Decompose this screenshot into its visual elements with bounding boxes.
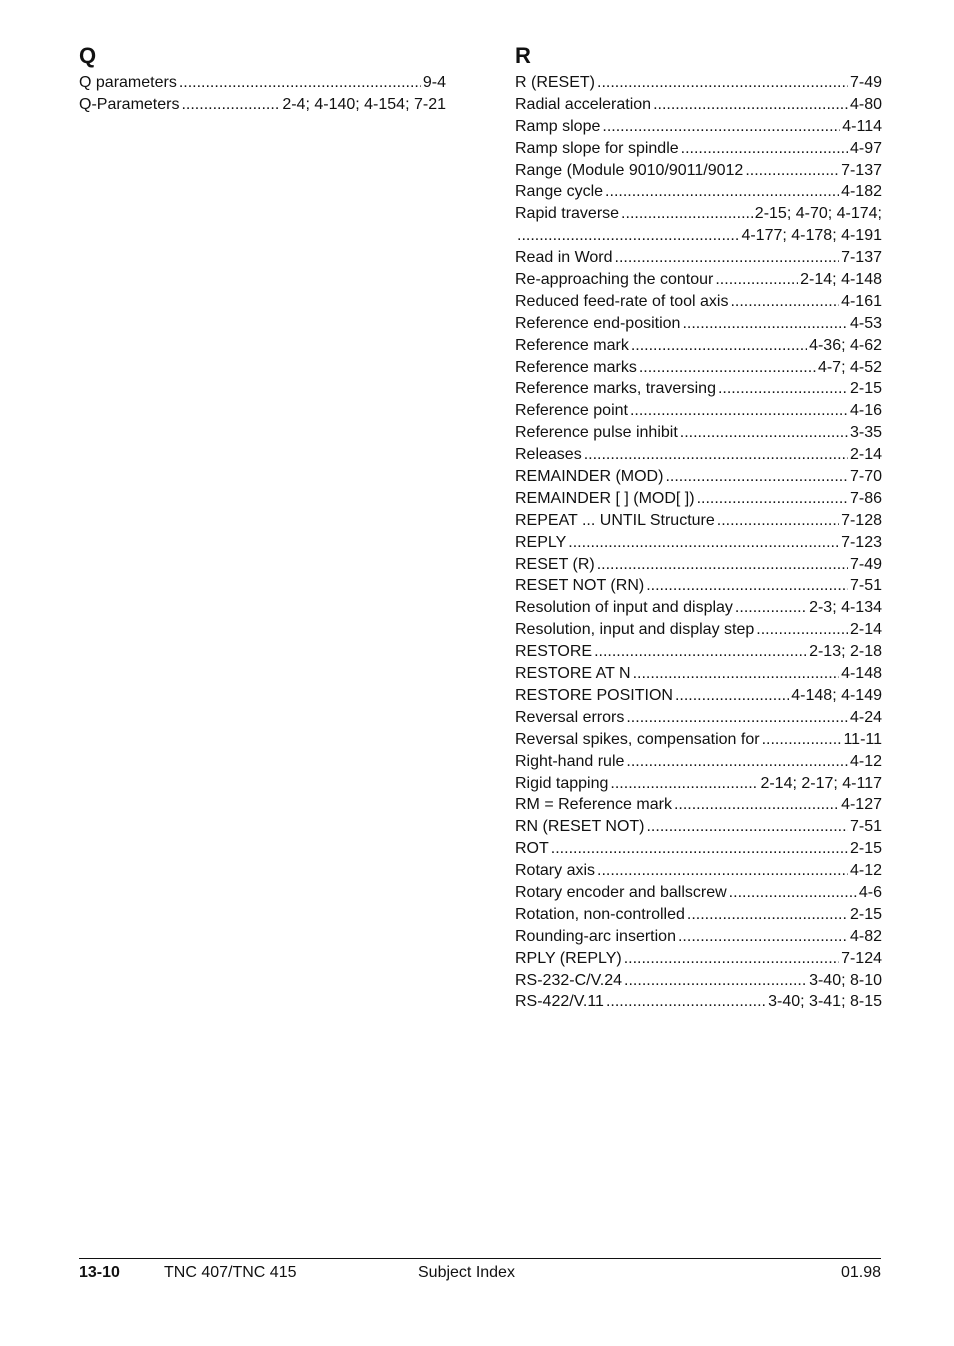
index-pages: 2-14: [849, 621, 882, 639]
footer-page-number: 13-10: [79, 1264, 120, 1281]
index-term: Rotation, non-controlled: [515, 905, 685, 923]
dot-leader: [584, 444, 848, 466]
index-entry: [515, 860, 882, 882]
index-pages: 4-127: [841, 796, 882, 814]
index-term: Rotary encoder and ballscrew: [515, 883, 727, 901]
index-term: Radial acceleration: [515, 95, 652, 113]
index-entry: [515, 751, 882, 773]
index-entry: [515, 554, 882, 576]
dot-leader: [517, 225, 739, 247]
index-term: Ramp slope: [515, 117, 601, 135]
index-pages: 4-36; 4-62: [809, 336, 882, 354]
dot-leader: [680, 422, 848, 444]
index-pages: 2-14; 4-148: [800, 271, 882, 289]
index-pages: 2-13; 2-18: [809, 643, 882, 661]
index-pages: 7-70: [849, 468, 882, 486]
dot-leader: [597, 554, 848, 576]
index-entry: [515, 313, 882, 335]
index-entry: [79, 72, 446, 94]
dot-leader: [181, 94, 280, 116]
index-pages: 4-6: [858, 883, 882, 901]
index-pages: 7-51: [849, 577, 882, 595]
index-entry: [515, 269, 882, 291]
index-entry: [515, 597, 882, 619]
index-pages: 2-14: [849, 446, 882, 464]
index-entry: [515, 116, 882, 138]
index-pages: 7-137: [841, 249, 882, 267]
index-term: RS-422/V.11: [515, 993, 604, 1011]
index-pages: 7-128: [841, 511, 882, 529]
index-entry: [515, 422, 882, 444]
index-pages: 7-51: [849, 818, 882, 836]
index-entry: [515, 926, 882, 948]
dot-leader: [624, 970, 807, 992]
index-pages: 4-53: [849, 314, 882, 332]
dot-leader: [697, 488, 848, 510]
index-entry: [79, 94, 446, 116]
page-footer: [79, 1258, 881, 1289]
index-term: Releases: [515, 446, 582, 464]
index-entry: [515, 160, 882, 182]
index-column-q: [79, 44, 446, 116]
index-pages: 2-15: [849, 380, 882, 398]
index-pages: 2-4; 4-140; 4-154; 7-21: [282, 95, 446, 113]
index-term: Reference mark: [515, 336, 629, 354]
index-term: Range (Module 9010/9011/9012: [515, 161, 744, 179]
dot-leader: [594, 641, 807, 663]
index-term: Resolution of input and display: [515, 599, 733, 617]
index-term: Rotary axis: [515, 862, 596, 880]
index-pages: 3-40; 3-41; 8-15: [768, 993, 882, 1011]
index-term: Reference point: [515, 402, 628, 420]
index-term: RESET (R): [515, 555, 595, 573]
dot-leader: [602, 116, 840, 138]
index-entry: [515, 181, 882, 203]
index-pages: 4-16: [849, 402, 882, 420]
dot-leader: [646, 816, 847, 838]
index-entry: [515, 510, 882, 532]
index-entry: [515, 838, 882, 860]
index-entry: [515, 707, 882, 729]
index-entry: [515, 970, 882, 992]
index-term: ROT: [515, 840, 549, 858]
dot-leader: [551, 838, 848, 860]
dot-leader: [718, 378, 848, 400]
dot-leader: [639, 357, 816, 379]
index-pages: 4-114: [842, 117, 882, 135]
dot-leader: [626, 707, 848, 729]
index-entry: [515, 72, 882, 94]
index-entries-q: [79, 72, 446, 116]
index-pages: 4-24: [849, 708, 882, 726]
index-term: Reduced feed-rate of tool axis: [515, 292, 729, 310]
index-entry: [515, 532, 882, 554]
section-letter-r: R: [515, 43, 531, 68]
index-pages: 4-82: [849, 927, 882, 945]
dot-leader: [621, 203, 753, 225]
dot-leader: [675, 685, 789, 707]
index-pages: 3-40; 8-10: [809, 971, 882, 989]
index-term: RM = Reference mark: [515, 796, 672, 814]
index-term: Reference end-position: [515, 314, 681, 332]
index-pages: 7-137: [841, 161, 882, 179]
index-pages: 2-15; 4-70; 4-174;: [754, 205, 882, 223]
index-pages: 4-97: [849, 139, 882, 157]
dot-leader: [615, 247, 840, 269]
index-pages: 4-7; 4-52: [817, 358, 882, 376]
dot-leader: [605, 181, 839, 203]
index-entry: [515, 466, 882, 488]
index-pages: 2-15: [849, 905, 882, 923]
index-term: Resolution, input and display step: [515, 621, 755, 639]
index-term: Reference pulse inhibit: [515, 424, 678, 442]
index-entry: [515, 357, 882, 379]
dot-leader: [745, 160, 839, 182]
index-term: RESET NOT (RN): [515, 577, 645, 595]
dot-leader: [717, 510, 839, 532]
index-entry: [515, 816, 882, 838]
index-pages: 9-4: [422, 74, 446, 91]
index-pages: 4-177; 4-178; 4-191: [741, 227, 882, 245]
index-pages: 3-35: [849, 424, 882, 442]
dot-leader: [715, 269, 798, 291]
index-term: Rigid tapping: [515, 774, 609, 792]
index-entry: [515, 904, 882, 926]
index-pages: 4-80: [849, 95, 882, 113]
index-term: Reversal spikes, compensation for: [515, 730, 760, 748]
index-entry: [515, 882, 882, 904]
dot-leader: [674, 794, 839, 816]
index-entry: [515, 335, 882, 357]
index-term: Re-approaching the contour: [515, 271, 714, 289]
index-entry: [515, 685, 882, 707]
index-pages: 2-14; 2-17; 4-117: [760, 774, 882, 792]
index-entry: [515, 575, 882, 597]
dot-leader: [687, 904, 848, 926]
index-entry: [515, 619, 882, 641]
index-term: RESTORE: [515, 643, 593, 661]
index-term: Right-hand rule: [515, 752, 625, 770]
index-term: REMAINDER [ ] (MOD[ ]): [515, 489, 695, 507]
dot-leader: [665, 466, 848, 488]
index-entries-r: [515, 72, 882, 1013]
index-term: RN (RESET NOT): [515, 818, 645, 836]
index-pages: 4-161: [841, 292, 882, 310]
index-term: REPEAT ... UNTIL Structure: [515, 511, 715, 529]
index-entry: [515, 225, 882, 247]
dot-leader: [681, 138, 848, 160]
dot-leader: [631, 335, 807, 357]
dot-leader: [762, 729, 842, 751]
index-term: Reference marks, traversing: [515, 380, 716, 398]
dot-leader: [730, 291, 839, 313]
dot-leader: [597, 860, 848, 882]
index-term: RESTORE POSITION: [515, 686, 673, 704]
dot-leader: [606, 991, 766, 1013]
index-entry: [515, 729, 882, 751]
dot-leader: [179, 72, 421, 94]
dot-leader: [653, 94, 848, 116]
index-pages: 7-49: [849, 555, 882, 573]
index-pages: 7-86: [849, 489, 882, 507]
index-term: Q parameters: [79, 74, 177, 91]
index-entry: [515, 488, 882, 510]
index-entry: [515, 291, 882, 313]
dot-leader: [735, 597, 807, 619]
index-term: Q-Parameters: [79, 95, 180, 113]
index-entry: [515, 773, 882, 795]
index-term: Read in Word: [515, 249, 613, 267]
dot-leader: [756, 619, 848, 641]
footer-product: TNC 407/TNC 415: [164, 1264, 297, 1281]
index-term: RPLY (REPLY): [515, 949, 622, 967]
dot-leader: [568, 532, 839, 554]
index-pages: 7-124: [841, 949, 882, 967]
index-pages: 4-182: [841, 183, 882, 201]
index-pages: 4-148; 4-149: [791, 686, 882, 704]
dot-leader: [626, 751, 848, 773]
index-entry: [515, 94, 882, 116]
index-entry: [515, 991, 882, 1013]
index-entry: [515, 378, 882, 400]
dot-leader: [630, 400, 848, 422]
index-term: REPLY: [515, 533, 567, 551]
footer-date: 01.98: [840, 1264, 881, 1281]
dot-leader: [682, 313, 848, 335]
index-term: RS-232-C/V.24: [515, 971, 623, 989]
index-entry: [515, 138, 882, 160]
index-term: REMAINDER (MOD): [515, 468, 664, 486]
index-entry: [515, 247, 882, 269]
dot-leader: [610, 773, 758, 795]
index-pages: 4-148: [841, 665, 882, 683]
dot-leader: [597, 72, 848, 94]
dot-leader: [646, 575, 848, 597]
section-letter-q: Q: [79, 43, 97, 68]
index-entry: [515, 444, 882, 466]
index-term: R (RESET): [515, 74, 595, 91]
footer-section: Subject Index: [418, 1264, 515, 1281]
index-term: Reversal errors: [515, 708, 625, 726]
index-pages: 2-3; 4-134: [809, 599, 882, 617]
dot-leader: [624, 948, 839, 970]
index-pages: 7-123: [841, 533, 882, 551]
dot-leader: [729, 882, 857, 904]
index-term: Rounding-arc insertion: [515, 927, 676, 945]
index-pages: 11-11: [843, 730, 882, 748]
index-entry: [515, 203, 882, 225]
index-column-r: [515, 44, 882, 1013]
index-pages: 2-15: [849, 840, 882, 858]
index-term: Rapid traverse: [515, 205, 620, 223]
index-pages: 4-12: [849, 862, 882, 880]
index-entry: [515, 948, 882, 970]
index-term: Ramp slope for spindle: [515, 139, 679, 157]
index-entry: [515, 663, 882, 685]
index-pages: 4-12: [849, 752, 882, 770]
index-entry: [515, 794, 882, 816]
index-term: Range cycle: [515, 183, 604, 201]
index-term: RESTORE AT N: [515, 665, 631, 683]
index-pages: 7-49: [849, 74, 882, 91]
index-entry: [515, 400, 882, 422]
dot-leader: [678, 926, 848, 948]
index-term: Reference marks: [515, 358, 637, 376]
index-entry: [515, 641, 882, 663]
dot-leader: [633, 663, 839, 685]
